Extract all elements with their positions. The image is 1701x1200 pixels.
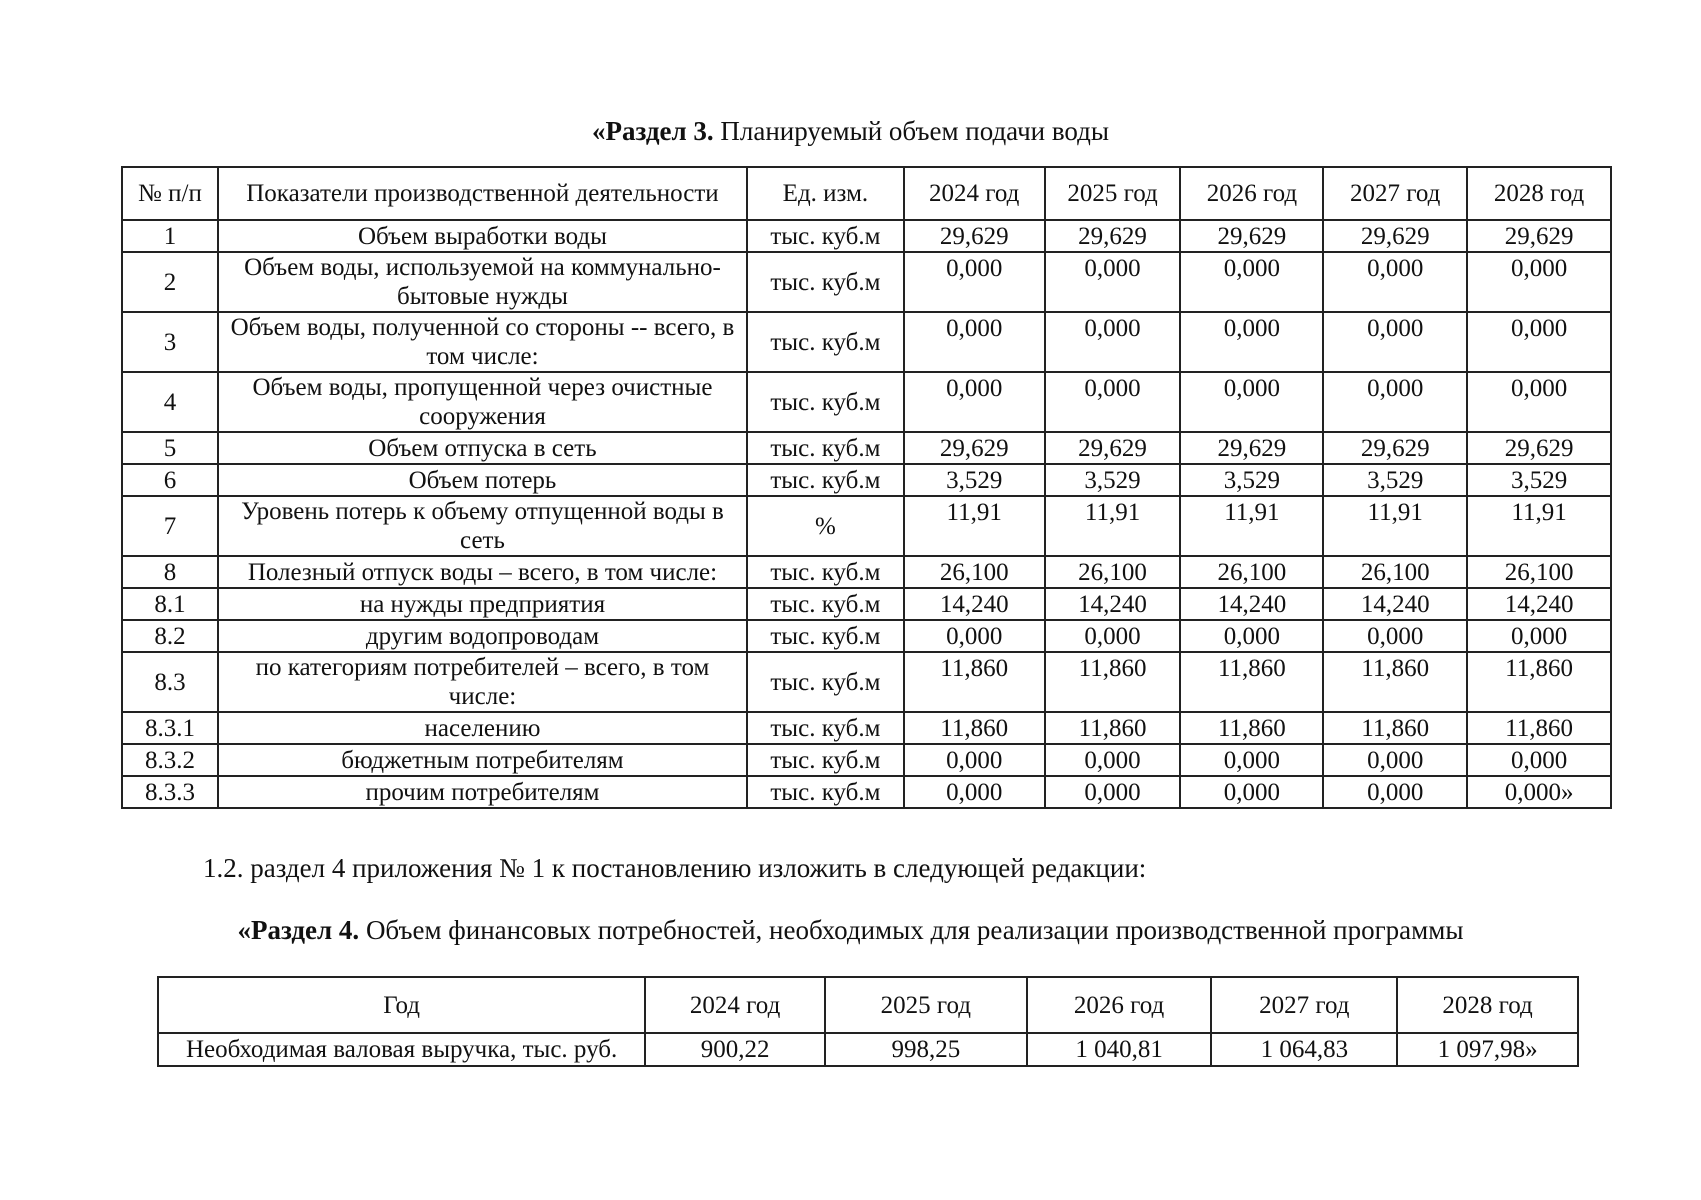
value-cell: 0,000: [1045, 744, 1181, 776]
value-cell: 0,000: [1045, 252, 1181, 312]
section3-title-prefix: «Раздел 3.: [591, 116, 714, 146]
column-header: 2028 год: [1397, 977, 1578, 1033]
value-cell: 11,860: [1323, 712, 1467, 744]
value-cell: 998,25: [825, 1033, 1027, 1066]
indicator-name: Объем воды, используемой на коммунально-бытовые нужды: [218, 252, 747, 312]
value-cell: 0,000: [1045, 372, 1181, 432]
value-cell: 0,000: [1467, 252, 1611, 312]
table-row: [122, 744, 1611, 776]
indicator-name: по категориям потребителей – всего, в том числе:: [218, 652, 747, 712]
value-cell: 26,100: [1180, 556, 1323, 588]
value-cell: 29,629: [1045, 432, 1181, 464]
unit-cell: тыс. куб.м: [747, 620, 904, 652]
value-cell: 3,529: [1323, 464, 1467, 496]
row-number: 8.1: [122, 588, 218, 620]
row-number: 5: [122, 432, 218, 464]
table-row: [122, 712, 1611, 744]
value-cell: 29,629: [1045, 220, 1181, 252]
unit-cell: тыс. куб.м: [747, 312, 904, 372]
table-row: [122, 252, 1611, 312]
column-header: Показатели производственной деятельности: [218, 167, 747, 220]
column-header: № п/п: [122, 167, 218, 220]
unit-cell: тыс. куб.м: [747, 712, 904, 744]
row-number: 7: [122, 496, 218, 556]
value-cell: 0,000: [1323, 252, 1467, 312]
value-cell: 0,000: [1323, 372, 1467, 432]
table-row: [122, 588, 1611, 620]
row-number: 4: [122, 372, 218, 432]
value-cell: 11,860: [904, 652, 1045, 712]
value-cell: 0,000: [1467, 312, 1611, 372]
unit-cell: тыс. куб.м: [747, 588, 904, 620]
value-cell: 0,000: [1180, 744, 1323, 776]
value-cell: 26,100: [904, 556, 1045, 588]
section3-title: [0, 114, 1701, 148]
value-cell: 0,000»: [1467, 776, 1611, 808]
section4-title: [0, 913, 1701, 947]
value-cell: 0,000: [1323, 620, 1467, 652]
table-row: [122, 432, 1611, 464]
column-header: Год: [158, 977, 645, 1033]
value-cell: 0,000: [904, 776, 1045, 808]
value-cell: 11,860: [1045, 712, 1181, 744]
water-supply-table: [121, 166, 1612, 809]
table-row: [122, 652, 1611, 712]
value-cell: 0,000: [904, 312, 1045, 372]
value-cell: 26,100: [1467, 556, 1611, 588]
indicator-name: на нужды предприятия: [218, 588, 747, 620]
column-header: 2025 год: [825, 977, 1027, 1033]
indicator-name: Полезный отпуск воды – всего, в том числе:: [218, 556, 747, 588]
row-number: 8.2: [122, 620, 218, 652]
value-cell: 0,000: [904, 372, 1045, 432]
unit-cell: тыс. куб.м: [747, 776, 904, 808]
row-number: 1: [122, 220, 218, 252]
value-cell: 0,000: [1467, 744, 1611, 776]
value-cell: 0,000: [1180, 620, 1323, 652]
column-header: 2027 год: [1323, 167, 1467, 220]
value-cell: 14,240: [1045, 588, 1181, 620]
value-cell: 0,000: [904, 744, 1045, 776]
value-cell: 0,000: [1045, 776, 1181, 808]
value-cell: 29,629: [904, 432, 1045, 464]
row-number: 8.3.2: [122, 744, 218, 776]
unit-cell: тыс. куб.м: [747, 744, 904, 776]
value-cell: 11,860: [1180, 652, 1323, 712]
section3-title-rest: Планируемый объем подачи воды: [713, 116, 1110, 146]
value-cell: 0,000: [1180, 252, 1323, 312]
table-row: [122, 556, 1611, 588]
value-cell: 0,000: [1180, 776, 1323, 808]
financial-needs-table: [157, 976, 1579, 1067]
column-header: 2024 год: [904, 167, 1045, 220]
indicator-name: Объем воды, пропущенной через очистные сооружения: [218, 372, 747, 432]
unit-cell: тыс. куб.м: [747, 652, 904, 712]
value-cell: 0,000: [1323, 776, 1467, 808]
row-number: 3: [122, 312, 218, 372]
value-cell: 11,860: [1467, 712, 1611, 744]
indicator-name: бюджетным потребителям: [218, 744, 747, 776]
row-number: 8.3.1: [122, 712, 218, 744]
value-cell: 0,000: [1323, 312, 1467, 372]
table-row: [122, 496, 1611, 556]
table-header-row: [158, 977, 1578, 1033]
section4-title-prefix: «Раздел 4.: [237, 915, 360, 945]
indicator-name: Объем воды, полученной со стороны -- всего, в том числе:: [218, 312, 747, 372]
table-row: [122, 312, 1611, 372]
value-cell: 0,000: [904, 252, 1045, 312]
value-cell: 29,629: [1180, 220, 1323, 252]
column-header: 2027 год: [1211, 977, 1397, 1033]
indicator-name: населению: [218, 712, 747, 744]
value-cell: 29,629: [1323, 220, 1467, 252]
value-cell: 1 064,83: [1211, 1033, 1397, 1066]
value-cell: 11,91: [1467, 496, 1611, 556]
value-cell: 11,860: [1323, 652, 1467, 712]
value-cell: 3,529: [1467, 464, 1611, 496]
value-cell: 29,629: [1467, 432, 1611, 464]
value-cell: 0,000: [1467, 372, 1611, 432]
value-cell: 14,240: [904, 588, 1045, 620]
value-cell: 29,629: [904, 220, 1045, 252]
value-cell: 14,240: [1180, 588, 1323, 620]
unit-cell: тыс. куб.м: [747, 432, 904, 464]
column-header: 2026 год: [1180, 167, 1323, 220]
indicator-name: Объем выработки воды: [218, 220, 747, 252]
value-cell: 26,100: [1045, 556, 1181, 588]
value-cell: 26,100: [1323, 556, 1467, 588]
value-cell: 29,629: [1467, 220, 1611, 252]
value-cell: 1 097,98»: [1397, 1033, 1578, 1066]
table-row: [122, 372, 1611, 432]
value-cell: 0,000: [1045, 312, 1181, 372]
indicator-name: прочим потребителям: [218, 776, 747, 808]
table-row: [158, 1033, 1578, 1066]
table-row: [122, 220, 1611, 252]
value-cell: 11,860: [1467, 652, 1611, 712]
value-cell: 11,860: [1045, 652, 1181, 712]
value-cell: 11,91: [904, 496, 1045, 556]
table-row: [122, 776, 1611, 808]
column-header: 2028 год: [1467, 167, 1611, 220]
value-cell: 900,22: [645, 1033, 825, 1066]
unit-cell: %: [747, 496, 904, 556]
unit-cell: тыс. куб.м: [747, 464, 904, 496]
table-row: [122, 620, 1611, 652]
unit-cell: тыс. куб.м: [747, 220, 904, 252]
row-number: 8: [122, 556, 218, 588]
indicator-name: Объем отпуска в сеть: [218, 432, 747, 464]
value-cell: 14,240: [1467, 588, 1611, 620]
value-cell: 0,000: [904, 620, 1045, 652]
value-cell: 0,000: [1180, 312, 1323, 372]
indicator-name: Уровень потерь к объему отпущенной воды в сеть: [218, 496, 747, 556]
value-cell: 0,000: [1467, 620, 1611, 652]
value-cell: 29,629: [1323, 432, 1467, 464]
column-header: Ед. изм.: [747, 167, 904, 220]
value-cell: 11,860: [904, 712, 1045, 744]
row-number: 8.3: [122, 652, 218, 712]
value-cell: 1 040,81: [1027, 1033, 1212, 1066]
row-number: 2: [122, 252, 218, 312]
table-row: [122, 464, 1611, 496]
row-number: 8.3.3: [122, 776, 218, 808]
unit-cell: тыс. куб.м: [747, 372, 904, 432]
indicator-name: Необходимая валовая выручка, тыс. руб.: [158, 1033, 645, 1066]
indicator-name: другим водопроводам: [218, 620, 747, 652]
value-cell: 0,000: [1180, 372, 1323, 432]
value-cell: 11,91: [1045, 496, 1181, 556]
value-cell: 11,860: [1180, 712, 1323, 744]
column-header: 2025 год: [1045, 167, 1181, 220]
value-cell: 3,529: [1045, 464, 1181, 496]
value-cell: 11,91: [1323, 496, 1467, 556]
value-cell: 11,91: [1180, 496, 1323, 556]
value-cell: 29,629: [1180, 432, 1323, 464]
value-cell: 0,000: [1045, 620, 1181, 652]
amendment-paragraph: 1.2. раздел 4 приложения № 1 к постановлению изложить в следующей редакции:: [203, 853, 1147, 883]
unit-cell: тыс. куб.м: [747, 556, 904, 588]
value-cell: 0,000: [1323, 744, 1467, 776]
column-header: 2026 год: [1027, 977, 1212, 1033]
value-cell: 14,240: [1323, 588, 1467, 620]
unit-cell: тыс. куб.м: [747, 252, 904, 312]
row-number: 6: [122, 464, 218, 496]
column-header: 2024 год: [645, 977, 825, 1033]
value-cell: 3,529: [1180, 464, 1323, 496]
value-cell: 3,529: [904, 464, 1045, 496]
table-header-row: [122, 167, 1611, 220]
indicator-name: Объем потерь: [218, 464, 747, 496]
section4-title-rest: Объем финансовых потребностей, необходимых для реализации производственной программы: [359, 915, 1464, 945]
